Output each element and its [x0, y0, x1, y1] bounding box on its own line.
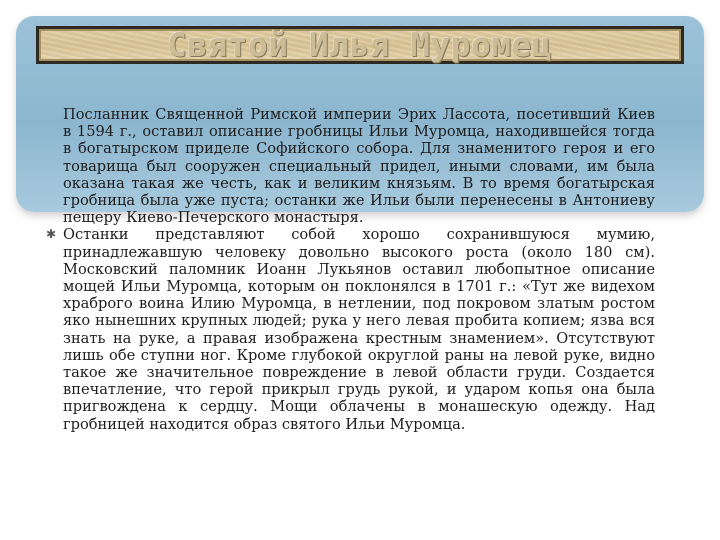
slide-body [46, 106, 655, 433]
paragraph-1-text: Посланник Священной Римской империи Эрих Лассота, посетивший Киев в 1594 г., оставил описание гробницы Ильи Муромца, находившейся тогда в богатырском приделе Софийского собора. Для знаменитого героя и его товарища был сооружен специальный придел, иными словами, им была оказана такая же честь, как и великим князьям. В то время богатырская гробница была уже пуста; останки же Ильи были перенесены в Антониеву пещеру Киево-Печерского монастыря. [63, 106, 655, 227]
asterisk-bullet-icon: ✱ [46, 107, 57, 121]
slide-title: Святой Илья Муромец [167, 26, 553, 64]
asterisk-bullet-icon: ✱ [46, 227, 57, 242]
title-banner [36, 26, 684, 64]
paragraph-2 [46, 226, 655, 433]
paragraph-1 [46, 106, 655, 227]
paragraph-2-text: Останки представляют собой хорошо сохранившуюся мумию, принадлежавшую человеку довольно высокого роста (около 180 см). Московский паломник Иоанн Лукьянов оставил любопытное описание мощей Ильи Муромца, которым он поклонялся в 1701 г.: «Тут же видехом храброго воина Илию Муромца, в нетлении, под покровом златым ростом яко нынешних крупных людей; рука у него левая пробита копием; язва вся знать на руке, а правая изображена крестным знамением». Отсутствуют лишь обе ступни ног. Кроме глубокой округлой раны на левой руке, видно такое же значительное повреждение в левой области груди. Создается впечатление, что герой прикрыл грудь рукой, и ударом копья она была пригвождена к сердцу. Мощи облачены в монашескую одежду. Над гробницей находится образ святого Ильи Муромца. [63, 226, 655, 433]
